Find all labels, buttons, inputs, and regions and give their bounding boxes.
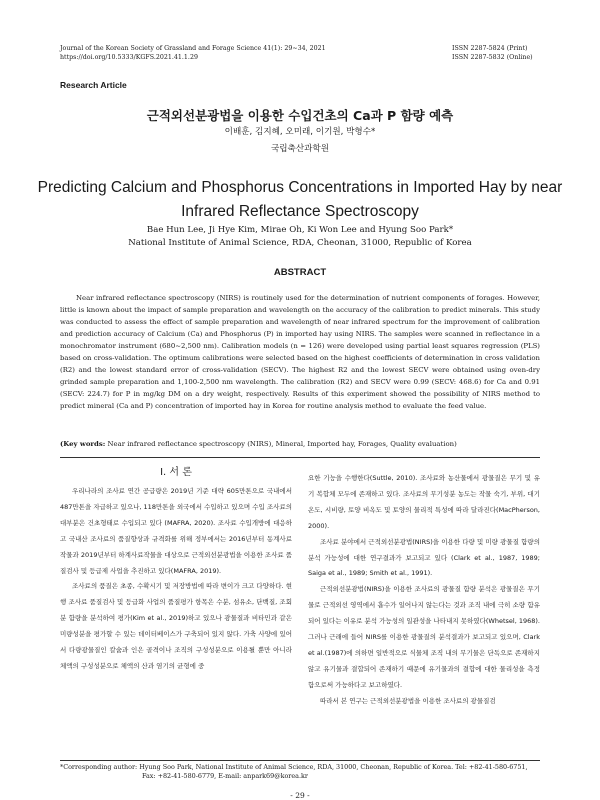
english-title: Predicting Calcium and Phosphorus Concentrations in Imported Hay by near Infrared Reflectance Spectroscopy bbox=[37, 179, 563, 220]
footnote-line: *Corresponding author: Hyung Soo Park, National Institute of Animal Science, RDA, 31000, Cheonan, Republic of Korea. Tel: +82-41-580-6751, bbox=[60, 763, 528, 771]
abstract-heading: ABSTRACT bbox=[273, 267, 327, 278]
body-paragraph: 조사료의 품질은 초종, 수확시기 및 저장방법에 따라 변이가 크고 다양하다. 현행 조사료 품질검사 및 등급화 사업의 품질평가 항목은 수분, 섬유소, 단백질, 조회분 함량을 분석하여 평가(Kim et al., 2019)하고 있으나 광물질과 비타민과 같은 미량성분을 평가할 수 있는 데이터베이스가 구축되어 있지 않다. 가축 사양에 있어서 다량광물질인 칼슘과 인은 골격이나 조직의 구성성분으로 이용될 뿐만 아니라 체액의 구성성분으로 체액의 산과 염기의 균형에 중 bbox=[60, 582, 292, 670]
body-paragraph: 요한 기능을 수행한다(Suttle, 2010). 조사료와 농산물에서 광물질은 무기 및 유기 복합체 모두에 존재하고 있다. 조사료의 무기성분 농도는 작물 숙기, 부위, 대기온도, 시비량, 토양 비옥도 및 토양의 물리적 특성에 따라 달라진다(MacPherson, 2000). bbox=[308, 474, 540, 530]
english-authors: Bae Hun Lee, Ji Hye Kim, Mirae Oh, Ki Won Lee and Hyung Soo Park* bbox=[146, 225, 454, 235]
body-paragraph: 조사료 분야에서 근적외선분광법(NIRS)을 이용한 다량 및 미량 광물질 함량의 분석 가능성에 대한 연구결과가 보고되고 있다 (Clark et al., 1987, 1989; Saiga et al., 1989; Smith et al., 1991). bbox=[308, 537, 540, 578]
corresponding-author-footnote bbox=[60, 763, 540, 781]
footnote-divider bbox=[60, 760, 540, 761]
english-affiliation: National Institute of Animal Science, RDA, Cheonan, 31000, Republic of Korea bbox=[128, 238, 472, 248]
body-paragraph: 따라서 본 연구는 근적외선분광법을 이용한 조사료의 광물질검 bbox=[320, 696, 496, 705]
journal-citation: Journal of the Korean Society of Grassland and Forage Science 41(1): 29~34, 2021 bbox=[60, 45, 326, 52]
issn-online: ISSN 2287-5832 (Online) bbox=[452, 54, 533, 61]
korean-affiliation: 국립축산과학원 bbox=[270, 144, 330, 154]
issn-print: ISSN 2287-5824 (Print) bbox=[452, 45, 528, 52]
body-column-right bbox=[308, 471, 540, 710]
page-number: - 29 - bbox=[290, 791, 310, 800]
abstract-text: Near infrared reflectance spectroscopy (NIRS) is routinely used for the determination of nutrient components of forages. However, little is known about the impact of sample preparation and wavelength on the accuracy of the calibration to predict minerals. This study was conducted to assess the effect of sample preparation and wavelength of near infrared spectrum for the improvement of calibration and prediction accuracy of Calcium (Ca) and Phosphorus (P) in imported hay using NIRS. The samples were scanned in reflectance in a monochromator instrument (680~2,500 nm). Calibration models (n = 126) were developed using partial least squares regression (PLS) based on cross-validation. The optimum calibrations were selected based on the highest coefficients of determination in cross validation (R2) and the lowest standard error of cross-validation (SECV). The highest R2 and the lowest SECV were obtained using oven-dry grinded sample preparation and 1,100-2,500 nm wavelength. The calibration (R2) and SECV were 0.99 (SECV: 468.6) for Ca and 0.91 (SECV: 224.7) for P in mg/kg DM on a dry weight, respectively. Results of this experiment showed the possibility of NIRS method to predict mineral (Ca and P) concentration of imported hay in Korea for routine analysis method to evaluate the feed value. bbox=[60, 294, 540, 410]
abstract-divider bbox=[60, 457, 540, 458]
body-paragraph: 우리나라의 조사료 연간 공급량은 2019년 기준 대략 605만톤으로 국내에서 487만톤을 자급하고 있으나, 118만톤을 외국에서 수입하고 있으며 수입 조사료의 대부분은 건초형태로 수입되고 있다 (MAFRA, 2020). 조사료 수입개방에 대응하고 국내산 조사료의 품질향상과 규격화를 위해 정부에서는 2016년부터 동계사료작물과 2019년부터 하계사료작물을 대상으로 근적외선분광법을 이용한 조사료 품질검사 및 등급제 사업을 추진하고 있다(MAFRA, 2019). bbox=[60, 487, 292, 575]
footnote-line: Fax: +82-41-580-6779, E-mail: anpark69@korea.kr bbox=[142, 772, 308, 780]
body-paragraph: 근적외선분광법(NIRS)을 이용한 조사료의 광물질 함량 분석은 광물질은 무기물로 근적외선 영역에서 흡수가 일어나지 않는다는 것과 조직 내에 극히 소량 함유되어 있다는 이유로 분석 가능성의 일관성을 나타내지 못하였다(Whetsel, 1968). 그러나 근래에 들어 NIRS를 이용한 광물질의 분석결과가 보고되고 있으며, Clark et al.(1987)에 의하면 일반적으로 식물체 조직 내의 무기물은 단독으로 존재하지 않고 유기물과 결합되어 존재하기 때문에 유기물과의 결합에 대한 물리성을 측정함으로써 가능하다고 보고하였다. bbox=[308, 585, 540, 689]
article-type: Research Article bbox=[60, 80, 127, 90]
body-column-left bbox=[60, 484, 292, 675]
keywords-label: (Key words: bbox=[60, 440, 106, 448]
korean-title: 근적외선분광법을 이용한 수입건초의 Ca과 P 함량 예측 bbox=[146, 108, 454, 123]
keywords bbox=[60, 438, 540, 450]
doi-link[interactable]: https://doi.org/10.5333/KGFS.2021.41.1.29 bbox=[60, 54, 198, 61]
section-heading-introduction: Ⅰ. 서 론 bbox=[160, 467, 192, 478]
korean-authors: 이배훈, 김지혜, 오미래, 이기원, 박형수* bbox=[224, 127, 376, 137]
keywords-list: Near infrared reflectance spectroscopy (NIRS), Mineral, Imported hay, Forages, Quality evaluation) bbox=[107, 440, 457, 448]
